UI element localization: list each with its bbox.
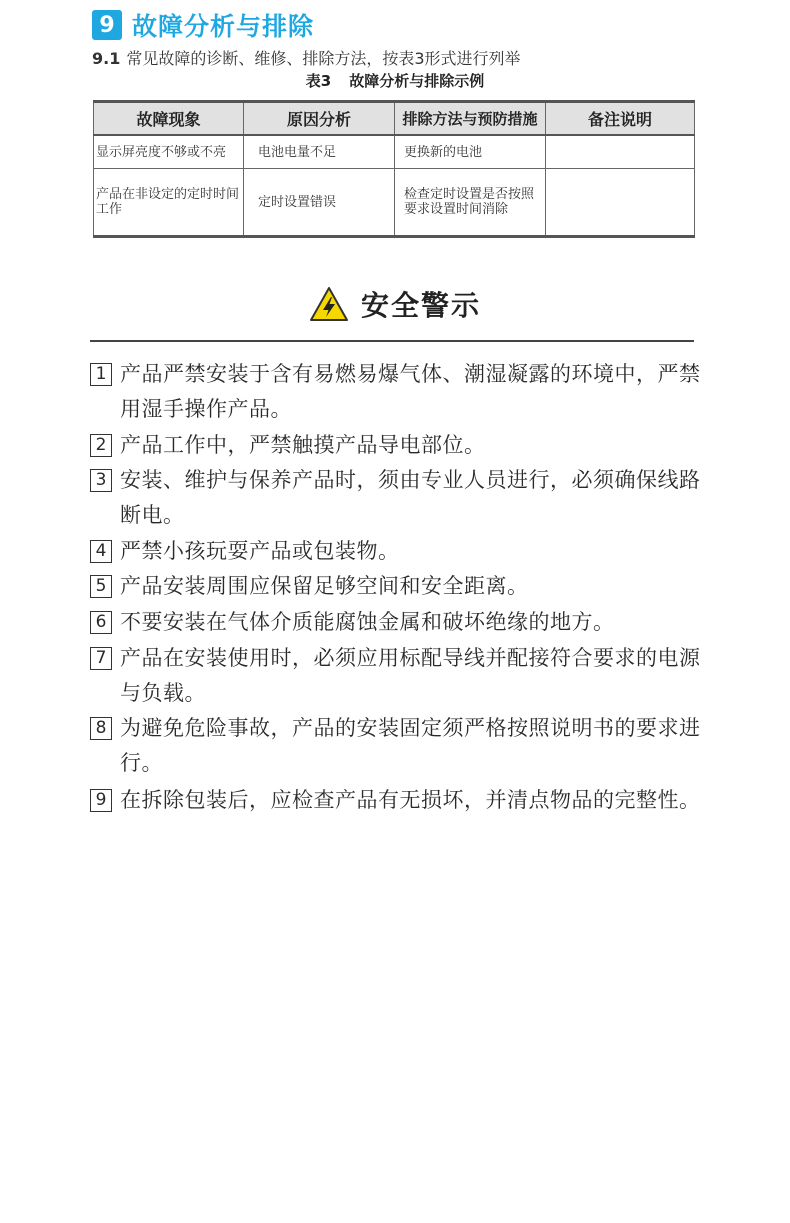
sub-heading [92,46,521,69]
item-text: 安装、维护与保养产品时，须由专业人员进行，必须确保线路断电。 [120,468,701,527]
item-text: 产品工作中，严禁触摸产品导电部位。 [120,433,486,457]
list-item [90,641,705,711]
item-text: 产品安装周围应保留足够空间和安全距离。 [120,574,529,598]
item-number: 1 [90,363,112,386]
safety-warning-heading [0,284,790,324]
table-header-row [94,102,695,136]
item-number: 8 [90,717,112,740]
section-title: 故障分析与排除 [132,12,315,41]
item-text: 产品在安装使用时，必须应用标配导线并配接符合要求的电源与负载。 [120,646,701,705]
cell-symptom: 显示屏亮度不够或不亮 [94,135,244,169]
item-number: 3 [90,469,112,492]
header-solution: 排除方法与预防措施 [395,102,546,136]
fault-table [93,100,695,238]
item-text: 为避免危险事故，产品的安装固定须严格按照说明书的要求进行。 [120,716,701,775]
safety-warning-title: 安全警示 [360,289,481,322]
item-number: 4 [90,540,112,563]
item-text: 在拆除包装后，应检查产品有无损坏，并清点物品的完整性。 [120,788,701,812]
table-row [94,169,695,237]
item-text: 不要安装在气体介质能腐蚀金属和破坏绝缘的地方。 [120,610,615,634]
cell-remarks [546,169,695,237]
list-item [90,569,705,604]
list-item [90,783,705,818]
table-row [94,135,695,169]
header-cause: 原因分析 [244,102,395,136]
table-caption [0,70,790,91]
cell-solution: 更换新的电池 [395,135,546,169]
cell-cause: 电池电量不足 [244,135,395,169]
section-number-badge: 9 [92,10,122,40]
cell-remarks [546,135,695,169]
section-heading [92,8,314,42]
item-number: 5 [90,575,112,598]
cell-cause: 定时设置错误 [244,169,395,237]
list-item [90,357,705,427]
item-number: 9 [90,789,112,812]
header-symptom: 故障现象 [94,102,244,136]
cell-solution: 检查定时设置是否按照要求设置时间消除 [395,169,546,237]
list-item [90,534,705,569]
item-number: 6 [90,611,112,634]
header-remarks: 备注说明 [546,102,695,136]
list-item [90,428,705,463]
table-caption-number: 表3 [305,72,332,90]
item-number: 2 [90,434,112,457]
cell-symptom: 产品在非设定的定时时间工作 [94,169,244,237]
item-text: 产品严禁安装于含有易燃易爆气体、潮湿凝露的环境中，严禁用湿手操作产品。 [120,362,701,421]
warning-triangle-icon [309,286,349,322]
divider [90,340,694,342]
list-item [90,605,705,640]
item-text: 严禁小孩玩耍产品或包装物。 [120,539,400,563]
sub-heading-number: 9.1 [92,49,121,68]
sub-heading-text: 常见故障的诊断、维修、排除方法，按表3形式进行列举 [126,49,521,68]
table-caption-title: 故障分析与排除示例 [349,72,485,90]
item-number: 7 [90,647,112,670]
list-item [90,711,705,781]
list-item [90,463,705,533]
